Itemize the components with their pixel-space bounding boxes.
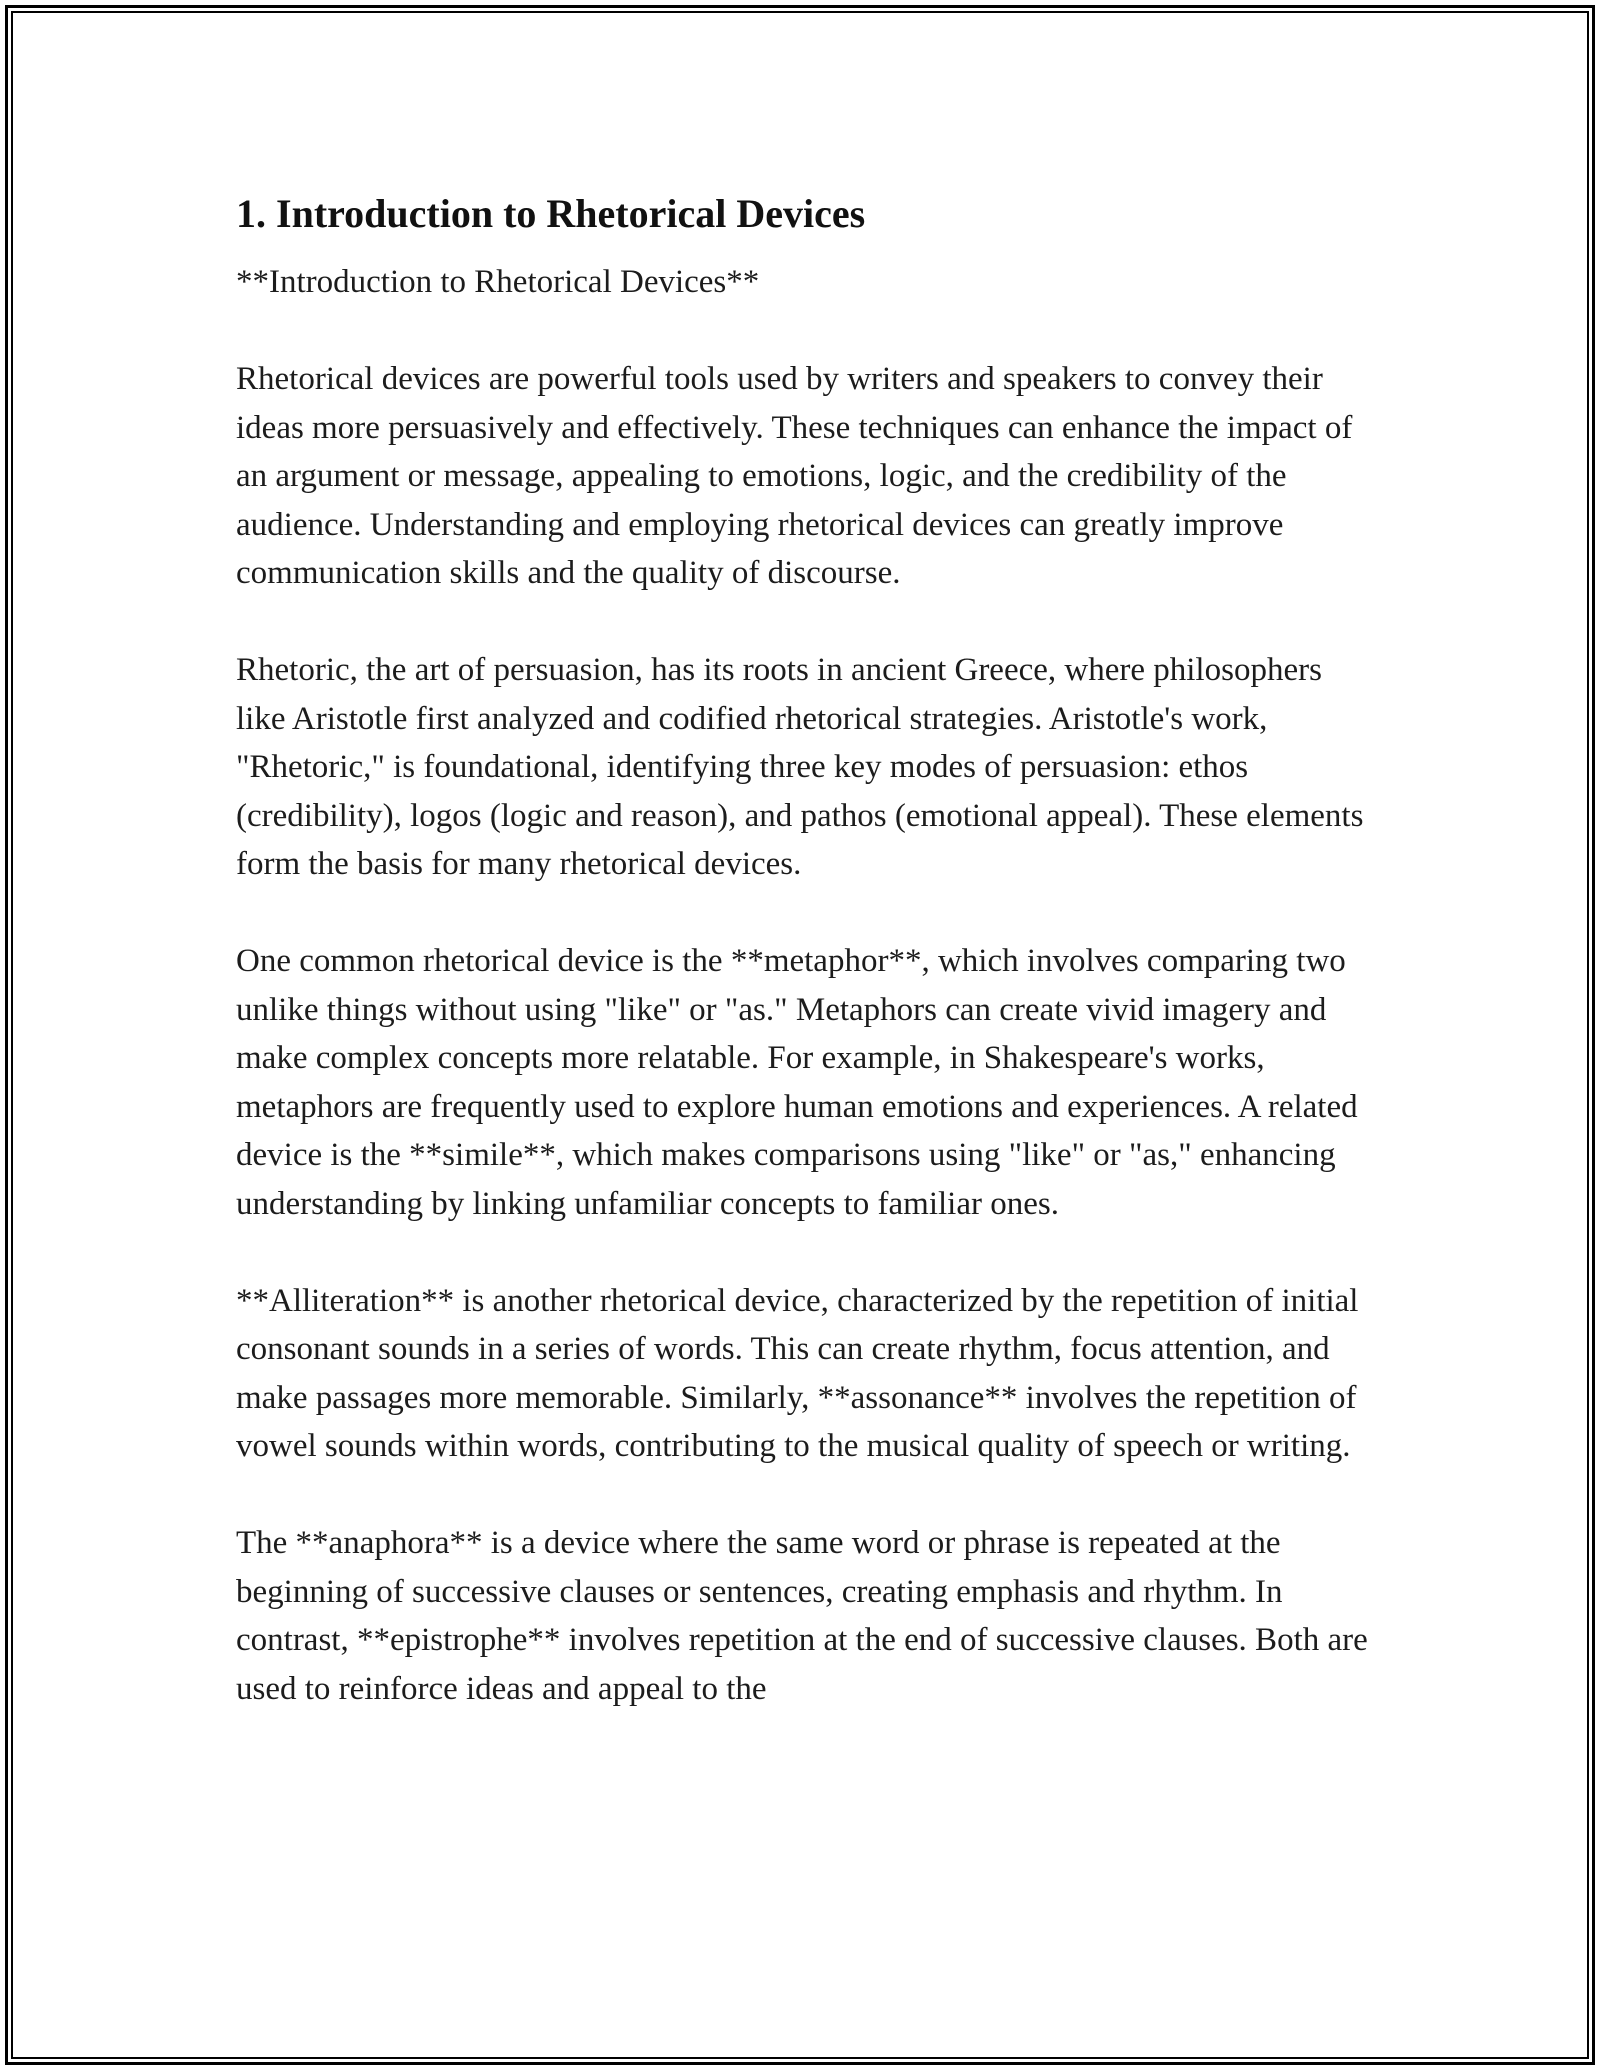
paragraph-intro: Rhetorical devices are powerful tools used by writers and speakers to convey their ideas more persuasively and effectively. These techniques can enhance the impact of an argument or message, appealing to emotions, logic, and the credibility of the audience. Understanding and employing rhetorical devices can greatly improve communication skills and the quality of discourse. [236, 361, 1353, 591]
document-body [236, 186, 1376, 1713]
subtitle-text: **Introduction to Rhetorical Devices** [236, 264, 760, 300]
paragraph-alliteration: **Alliteration** is another rhetorical device, characterized by the repetition of initial consonant sounds in a series of words. This can create rhythm, focus attention, and make passages more memorable. Similarly, **assonance** involves the repetition of vowel sounds within words, contributing to the musical quality of speech or writing. [236, 1282, 1359, 1464]
section-heading: 1. Introduction to Rhetorical Devices [236, 191, 866, 236]
paragraph-history: Rhetoric, the art of persuasion, has its roots in ancient Greece, where philosophers like Aristotle first analyzed and codified rhetorical strategies. Aristotle's work, "Rhetoric," is foundational, identifying three key modes of persuasion: ethos (credibility), logos (logic and reason), and pathos (emotional appeal). These elements form the basis for many rhetorical devices. [236, 652, 1364, 882]
paragraph-metaphor: One common rhetorical device is the **metaphor**, which involves comparing two unlike things without using "like" or "as." Metaphors can create vivid imagery and make complex concepts more relatable. For example, in Shakespeare's works, metaphors are frequently used to explore human emotions and experiences. A related device is the **simile**, which makes comparisons using "like" or "as," enhancing understanding by linking unfamiliar concepts to familiar ones. [236, 943, 1358, 1222]
paragraph-anaphora: The **anaphora** is a device where the same word or phrase is repeated at the beginning of successive clauses or sentences, creating emphasis and rhythm. In contrast, **epistrophe** involves repetition at the end of successive clauses. Both are used to reinforce ideas and appeal to the [236, 1525, 1368, 1707]
